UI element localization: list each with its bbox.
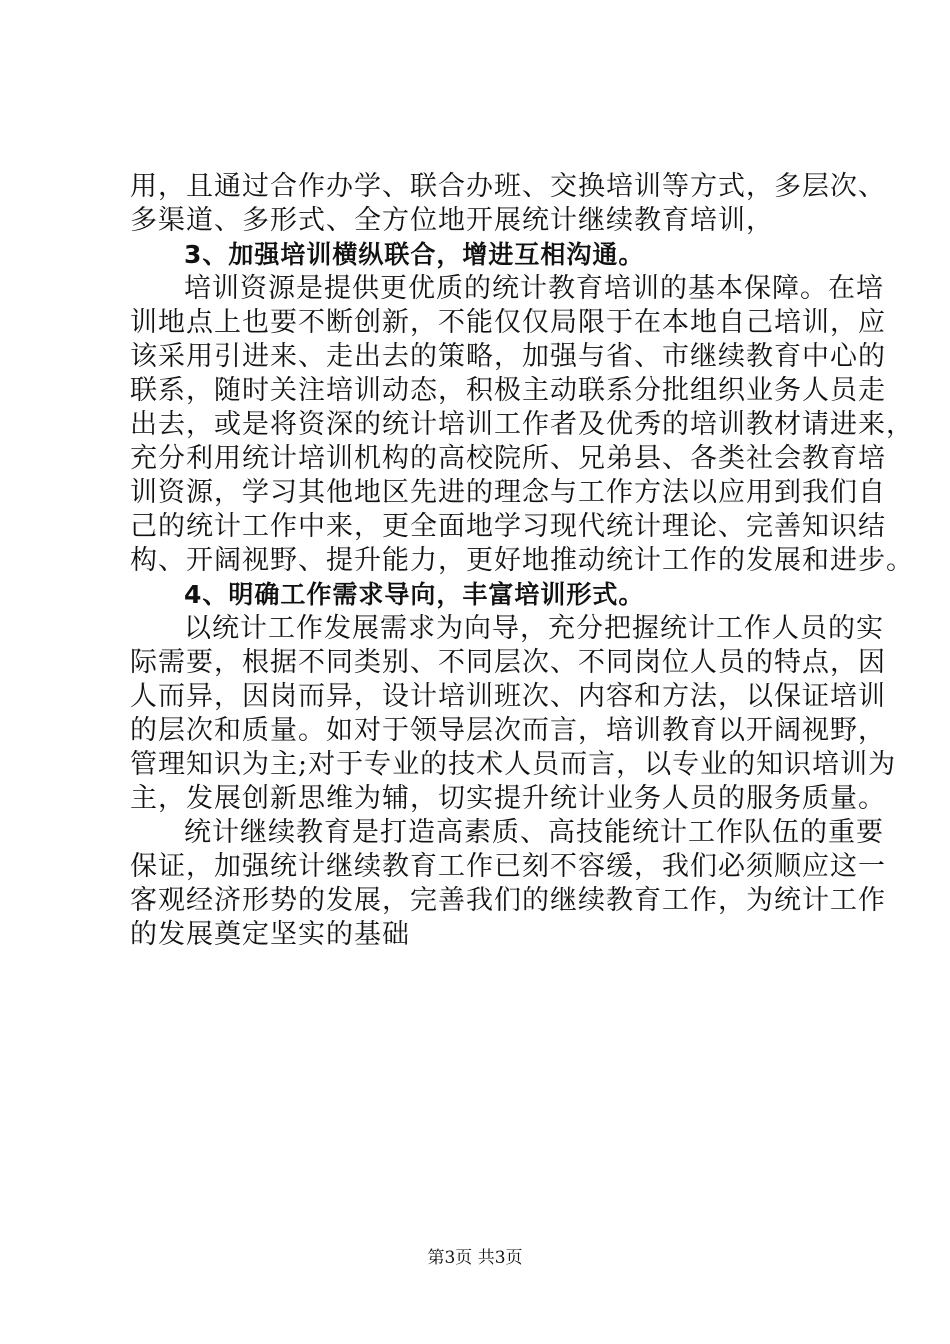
paragraph-line: 人而异，因岗而异，设计培训班次、内容和方法，以保证培训 <box>130 681 886 712</box>
page-footer: 第3页 共3页 <box>427 1248 523 1268</box>
paragraph-line: 际需要，根据不同类别、不同层次、不同岗位人员的特点，因 <box>130 647 886 678</box>
paragraph-line: 联系，随时关注培训动态，积极主动联系分批组织业务人员走 <box>130 375 886 406</box>
paragraph-line: 训资源，学习其他地区先进的理念与工作方法以应用到我们自 <box>130 477 886 508</box>
paragraph-line: 管理知识为主;对于专业的技术人员而言，以专业的知识培训为 <box>130 749 897 780</box>
paragraph-line: 出去，或是将资深的统计培训工作者及优秀的培训教材请进来， <box>130 409 914 440</box>
paragraph-line: 构、开阔视野、提升能力，更好地推动统计工作的发展和进步。 <box>130 545 914 576</box>
paragraph-line: 的发展奠定坚实的基础 <box>130 919 410 950</box>
paragraph-line: 以统计工作发展需求为向导，充分把握统计工作人员的实 <box>184 613 884 644</box>
paragraph-line: 多渠道、多形式、全方位地开展统计继续教育培训， <box>130 205 774 236</box>
paragraph-line: 该采用引进来、走出去的策略，加强与省、市继续教育中心的 <box>130 341 886 372</box>
paragraph-line: 训地点上也要不断创新，不能仅仅局限于在本地自己培训，应 <box>130 307 886 338</box>
paragraph-line: 保证，加强统计继续教育工作已刻不容缓，我们必须顺应这一 <box>130 851 886 882</box>
paragraph-line: 的层次和质量。如对于领导层次而言，培训教育以开阔视野， <box>130 715 886 746</box>
paragraph-line: 统计继续教育是打造高素质、高技能统计工作队伍的重要 <box>184 817 884 848</box>
section-heading: 4、明确工作需求导向，丰富培训形式。 <box>184 580 645 609</box>
paragraph-line: 用，且通过合作办学、联合办班、交换培训等方式，多层次、 <box>130 171 886 202</box>
paragraph-line: 充分利用统计培训机构的高校院所、兄弟县、各类社会教育培 <box>130 443 886 474</box>
paragraph-line: 己的统计工作中来，更全面地学习现代统计理论、完善知识结 <box>130 511 886 542</box>
section-heading: 3、加强培训横纵联合，增进互相沟通。 <box>184 240 645 269</box>
document-body <box>130 170 914 952</box>
paragraph-line: 客观经济形势的发展，完善我们的继续教育工作，为统计工作 <box>130 885 886 916</box>
paragraph-line: 主，发展创新思维为辅，切实提升统计业务人员的服务质量。 <box>130 783 886 814</box>
paragraph-line: 培训资源是提供更优质的统计教育培训的基本保障。在培 <box>184 273 884 304</box>
